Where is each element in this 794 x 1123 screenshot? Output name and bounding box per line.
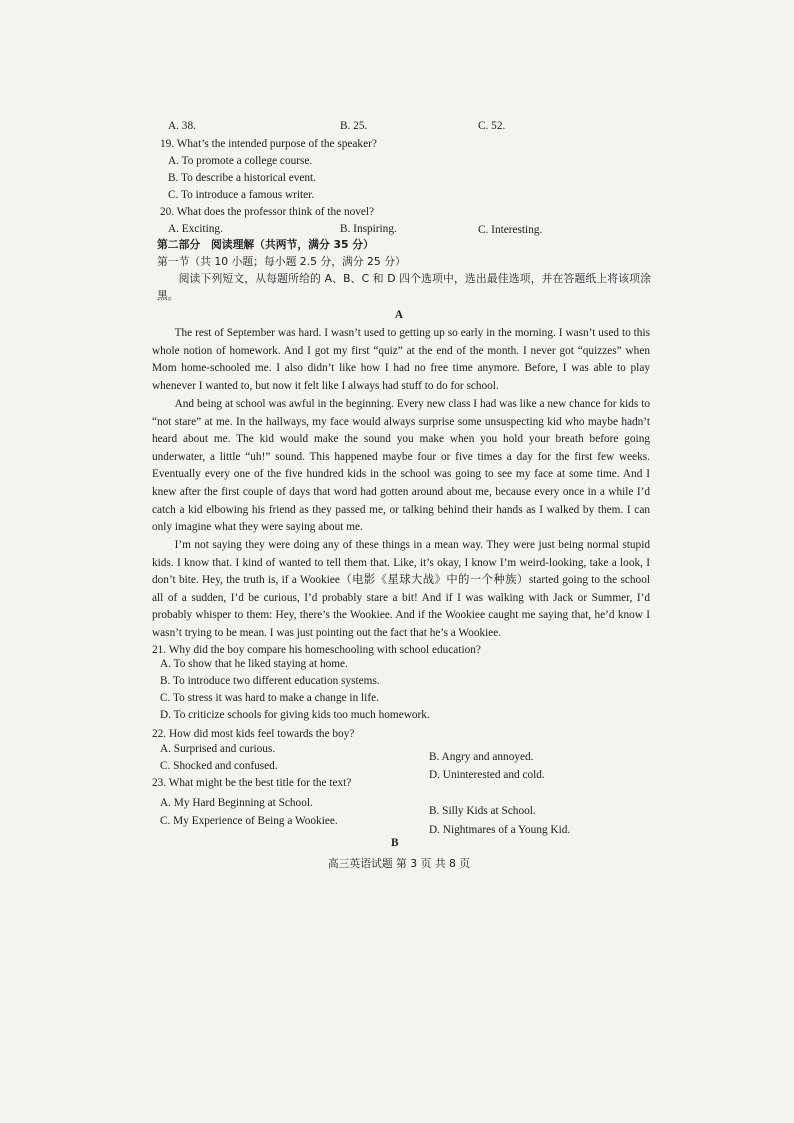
passage-a-paragraph-2: And being at school was awful in the beginning. Every new class I had was like a new chance for kids to “not stare” at me. In the hallways, my face would always surprise some unsuspecting kid who maybe hadn’t heard about me. The kid would make the sound you make when you hold your breath before going underwater, a little “uh!” sound. This happened maybe four or five times a day for the first few weeks. Eventually every one of the five hundred kids in the school was going to see my face at some time. And I knew after the first couple of days that word had gotten around about me, because every once in a while I’d catch a kid elbowing his friend as they passed me, or talking behind their hands as I walked by them. I can only imagine what they were saying about me. (152, 398, 650, 534)
q22-stem: 22. How did most kids feel towards the boy? (152, 728, 355, 740)
q23-option-b: B. Silly Kids at School. (429, 805, 536, 817)
q18-option-a: A. 38. (168, 120, 196, 132)
q20-option-c: C. Interesting. (478, 224, 543, 236)
q23-stem: 23. What might be the best title for the text? (152, 777, 352, 789)
passage-b-label: B (391, 837, 399, 849)
passage-a-paragraph-3: I’m not saying they were doing any of these things in a mean way. They were just being normal stupid kids. I know that. I kind of wanted to tell them that. Like, it’s okay, I know I’m weird-looking, take a look, I don’t bite. Hey, the truth is, if a Wookiee（电影《星球大战》中的一个种族）started going to the school all of a sudden, I’d be curious, I’d probably stare a bit! And if I was walking with Jack or Summer, I’d probably whisper to them: Hey, there’s the Wookiee. And if the Wookiee caught me saying that, he’d know I wasn’t trying to be mean. I was just pointing out the fact that he’s a Wookiee. (152, 539, 650, 639)
reading-instruction: 阅读下列短文，从每题所给的 A、B、C 和 D 四个选项中，选出最佳选项，并在答题纸上将该项涂黑。 (157, 272, 651, 302)
passage-a-label: A (394, 309, 404, 321)
q18-option-b: B. 25. (340, 120, 368, 132)
q23-option-a: A. My Hard Beginning at School. (160, 797, 313, 809)
q21-option-b: B. To introduce two different education systems. (160, 675, 380, 687)
q19-option-a: A. To promote a college course. (168, 155, 313, 167)
q19-option-c: C. To introduce a famous writer. (168, 189, 315, 201)
q19-option-b: B. To describe a historical event. (168, 172, 317, 184)
page-footer: 高三英语试题 第 3 页 共 8 页 (327, 857, 471, 870)
passage-a-paragraph-1: The rest of September was hard. I wasn’t used to getting up so early in the morning. I wasn’t used to this whole notion of homework. And I got my first “quiz” at the end of the month. I never got “quizzes” when Mom home-schooled me. I also didn’t like how I had no free time anymore. Before, I was able to play whenever I wanted to, but now it felt like I always had stuff to do for school. (152, 327, 650, 392)
part2-heading: 第二部分 阅读理解（共两节，满分 35 分） (157, 238, 374, 251)
q22-option-c: C. Shocked and confused. (160, 760, 278, 772)
q20-option-a: A. Exciting. (168, 223, 223, 235)
q20-stem: 20. What does the professor think of the novel? (160, 206, 375, 218)
q20-option-b: B. Inspiring. (340, 223, 397, 235)
section1-heading: 第一节（共 10 小题；每小题 2.5 分，满分 25 分） (157, 255, 406, 268)
q21-option-c: C. To stress it was hard to make a change in life. (160, 692, 379, 704)
q19-stem: 19. What’s the intended purpose of the speaker? (160, 138, 377, 150)
q22-option-d: D. Uninterested and cold. (429, 769, 545, 781)
q23-option-d: D. Nightmares of a Young Kid. (429, 824, 571, 836)
q22-option-b: B. Angry and annoyed. (429, 751, 534, 763)
q21-option-a: A. To show that he liked staying at home. (160, 658, 348, 670)
q18-option-c: C. 52. (478, 120, 506, 132)
q22-option-a: A. Surprised and curious. (160, 743, 276, 755)
q21-stem: 21. Why did the boy compare his homeschooling with school education? (152, 644, 481, 656)
q21-option-d: D. To criticize schools for giving kids too much homework. (160, 709, 430, 721)
q23-option-c: C. My Experience of Being a Wookiee. (160, 815, 338, 827)
